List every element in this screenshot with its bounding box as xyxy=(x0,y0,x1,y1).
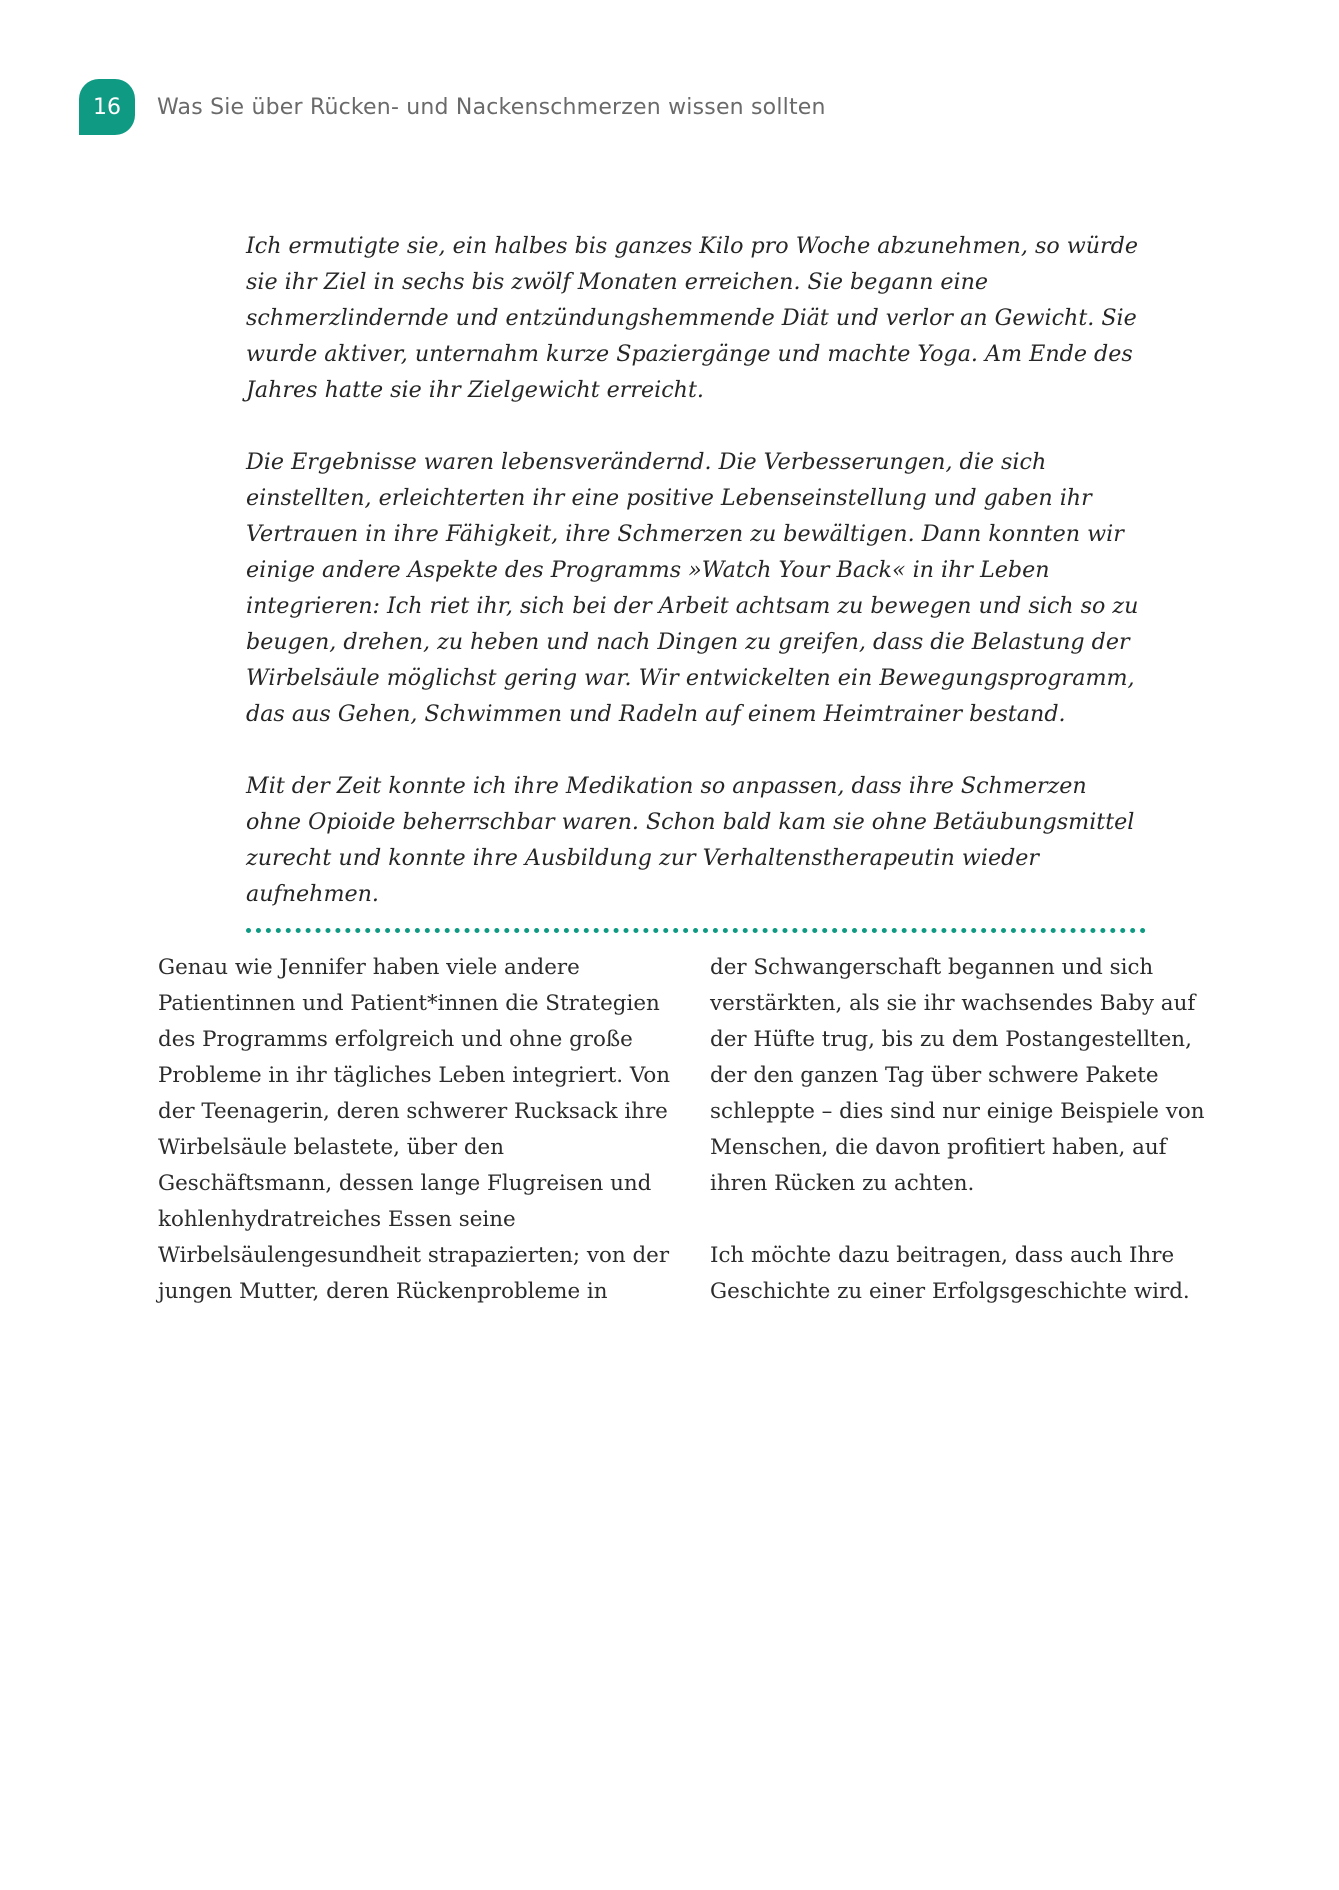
case-paragraph: Die Ergebnisse waren lebensverändernd. Die Verbesserungen, die sich einstellten, erleichterten ihr eine positive Lebenseinstellung und gaben ihr Vertrauen in ihre Fähigkeit, ihre Schmerzen zu bewältigen. Dann konnten wir einige andere Aspekte des Programms »Watch Your Back« in ihr Leben integrieren: Ich riet ihr, sich bei der Arbeit achtsam zu bewegen und sich so zu beugen, drehen, zu heben und nach Dingen zu greifen, dass die Belastung der Wirbelsäule möglichst gering war. Wir entwickelten ein Bewegungsprogramm, das aus Gehen, Schwimmen und Radeln auf einem Heimtrainer bestand. xyxy=(246,449,1139,727)
page-header xyxy=(79,77,826,137)
case-study-box xyxy=(246,228,1146,933)
left-column xyxy=(158,950,676,1346)
case-paragraph: Mit der Zeit konnte ich ihre Medikation so anpassen, dass ihre Schmerzen ohne Opioide beherrschbar waren. Schon bald kam sie ohne Betäubungsmittel zurecht und konnte ihre Ausbildung zur Verhaltenstherapeutin wieder aufnehmen. xyxy=(246,773,1135,907)
body-paragraph: Genau wie Jennifer haben viele andere Patientinnen und Patient*innen die Strategien des Programms erfolgreich und ohne große Probleme in ihr tägliches Leben integriert. Von der Teenagerin, deren schwerer Rucksack ihre Wirbelsäule belastete, über den Geschäftsmann, dessen lange Flugreisen und kohlenhydratreiches Essen seine Wirbelsäulengesundheit strapazierten; von der jungen Mutter, deren Rückenprobleme in xyxy=(158,955,671,1304)
right-column xyxy=(710,950,1228,1346)
page-number-badge: 16 xyxy=(79,79,135,135)
running-title: Was Sie über Rücken- und Nackenschmerzen wissen sollten xyxy=(157,94,826,120)
body-paragraph: der Schwangerschaft begannen und sich verstärkten, als sie ihr wachsendes Baby auf der Hüfte trug, bis zu dem Postangestellten, der den ganzen Tag über schwere Pakete schleppte – dies sind nur einige Beispiele von Menschen, die davon profitiert haben, auf ihren Rücken zu achten. xyxy=(710,955,1205,1196)
body-columns xyxy=(158,950,1228,1346)
dotted-divider xyxy=(246,928,1146,933)
body-paragraph: Ich möchte dazu beitragen, dass auch Ihre Geschichte zu einer Erfolgsgeschichte wird. xyxy=(710,1243,1190,1304)
case-paragraph: Ich ermutigte sie, ein halbes bis ganzes Kilo pro Woche abzunehmen, so würde sie ihr Ziel in sechs bis zwölf Monaten erreichen. Sie begann eine schmerzlindernde und entzündungshemmende Diät und verlor an Gewicht. Sie wurde aktiver, unternahm kurze Spaziergänge und machte Yoga. Am Ende des Jahres hatte sie ihr Zielgewicht erreicht. xyxy=(246,233,1138,403)
